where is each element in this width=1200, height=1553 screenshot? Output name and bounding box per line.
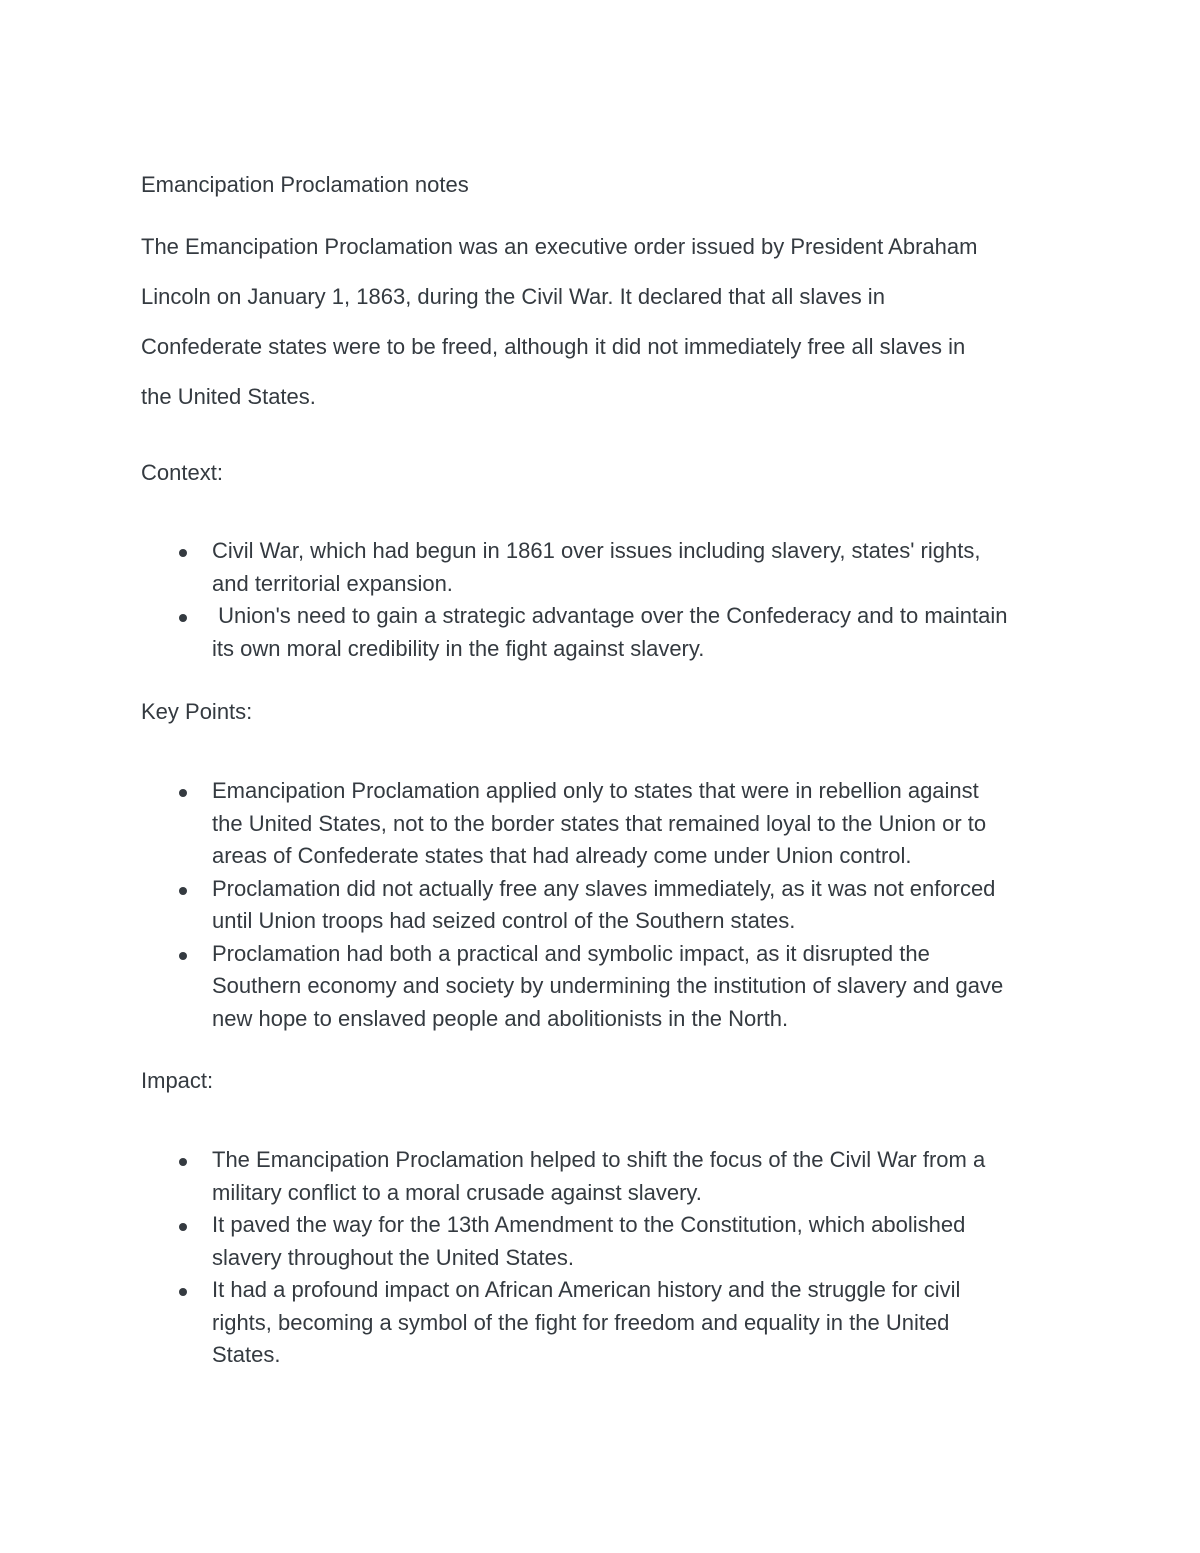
list-item xyxy=(141,600,1071,665)
bullet-line: areas of Confederate states that had already come under Union control. xyxy=(212,843,912,868)
list-item xyxy=(141,1274,1071,1372)
bullet-line: Emancipation Proclamation applied only to states that were in rebellion against xyxy=(212,778,979,803)
bullet-line: slavery throughout the United States. xyxy=(212,1244,574,1270)
bullet-line: rights, becoming a symbol of the fight for freedom and equality in the United xyxy=(212,1309,950,1335)
bullet-line: and territorial expansion. xyxy=(212,570,453,596)
context-bullet-list xyxy=(141,535,1071,665)
intro-line: The Emancipation Proclamation was an executive order issued by President Abraham xyxy=(141,234,978,259)
bullet-line: It paved the way for the 13th Amendment to the Constitution, which abolished xyxy=(212,1212,966,1237)
bullet-dot-icon xyxy=(179,549,187,557)
bullet-dot-icon xyxy=(179,614,187,622)
impact-bullet-list xyxy=(141,1144,1071,1372)
list-item xyxy=(141,938,1071,1036)
bullet-line: new hope to enslaved people and abolitionists in the North. xyxy=(212,1005,789,1031)
list-item xyxy=(141,1144,1071,1209)
section-heading-impact: Impact: xyxy=(141,1068,214,1093)
bullet-dot-icon xyxy=(179,952,187,960)
bullet-line: Proclamation did not actually free any slaves immediately, as it was not enforced xyxy=(212,875,996,901)
list-item xyxy=(141,873,1071,938)
bullet-line: The Emancipation Proclamation helped to shift the focus of the Civil War from a xyxy=(212,1147,986,1172)
bullet-line: the United States, not to the border states that remained loyal to the Union or to xyxy=(212,810,987,836)
bullet-dot-icon xyxy=(179,789,187,797)
list-item xyxy=(141,535,1071,600)
intro-line: the United States. xyxy=(141,384,316,409)
bullet-line: until Union troops had seized control of the Southern states. xyxy=(212,908,796,933)
bullet-line: Southern economy and society by undermining the institution of slavery and gave xyxy=(212,973,1004,998)
intro-paragraph xyxy=(141,228,1061,428)
section-heading-key-points: Key Points: xyxy=(141,699,253,724)
intro-line: Lincoln on January 1, 1863, during the Civil War. It declared that all slaves in xyxy=(141,284,885,309)
bullet-line: It had a profound impact on African American history and the struggle for civil xyxy=(212,1277,961,1302)
bullet-dot-icon xyxy=(179,1158,187,1166)
bullet-line: military conflict to a moral crusade against slavery. xyxy=(212,1179,702,1205)
document-title: Emancipation Proclamation notes xyxy=(141,172,469,197)
bullet-line: Civil War, which had begun in 1861 over issues including slavery, states' rights, xyxy=(212,538,981,563)
bullet-line: Union's need to gain a strategic advantage over the Confederacy and to maintain xyxy=(212,603,1008,628)
list-item xyxy=(141,775,1071,873)
bullet-line: Proclamation had both a practical and symbolic impact, as it disrupted the xyxy=(212,940,930,966)
list-item xyxy=(141,1209,1071,1274)
bullet-dot-icon xyxy=(179,887,187,895)
key-points-bullet-list xyxy=(141,775,1071,1035)
bullet-dot-icon xyxy=(179,1223,187,1231)
section-heading-context: Context: xyxy=(141,460,223,485)
bullet-line: its own moral credibility in the fight against slavery. xyxy=(212,635,705,661)
bullet-line: States. xyxy=(212,1342,281,1367)
intro-line: Confederate states were to be freed, although it did not immediately free all slaves in xyxy=(141,334,966,359)
bullet-dot-icon xyxy=(179,1288,187,1296)
